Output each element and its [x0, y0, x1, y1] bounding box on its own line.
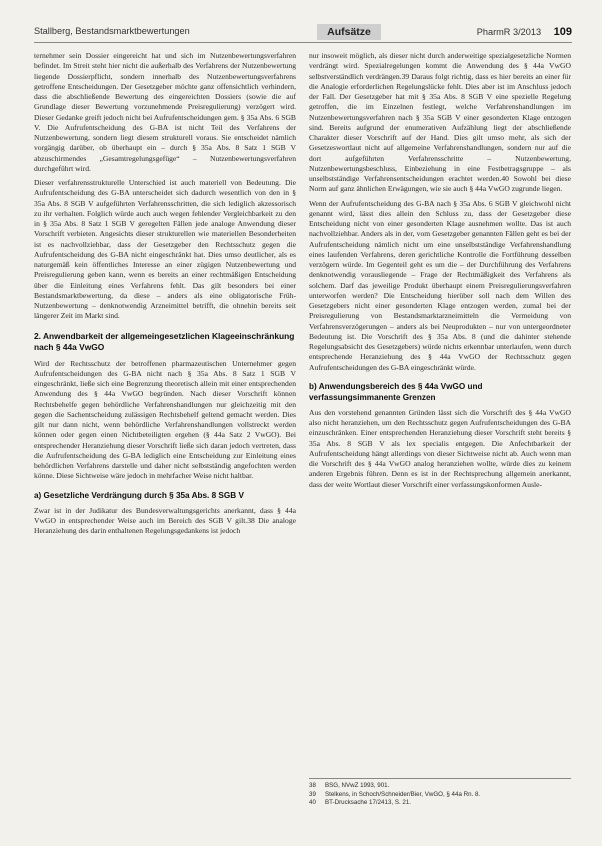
left-column: [34, 51, 296, 540]
journal-issue: PharmR 3/2013: [476, 27, 542, 37]
page-number: 109: [553, 26, 572, 38]
footnote: [309, 782, 571, 791]
header-rule: [34, 42, 572, 43]
paragraph: Wird der Rechtsschutz der betroffenen pharmazeutischen Unternehmer gegen Aufrufentscheidungen des G-BA nicht nach § 35a Abs. 8 Satz 1 SGB V eingeschränkt, ließe sich eine Begrenzung theoretisch allein mit einer entsprechenden Anwendung des § 44a VwGO begründen. Nach dieser Vorschrift können Rechtsbehelfe gegen behördliche Verfahrenshandlungen nur gleichzeitig mit den gegen die Sachentscheidung zulässigen Rechtsbehelf geltend gemacht werden. Dies gilt nur dann nicht, wenn behördliche Verfahrenshandlungen vollstreckt werden können oder gegen einen Nichtbeteiligten ergehen (§ 44a Satz 2 VwGO). Bei entsprechender Heranziehung dieser Vorschrift ließe sich daran jedoch vertreten, dass die Aufrufentscheidung des G-BA lediglich eine Entscheidung zur Einleitung eines behördlichen Verfahrens darstelle und daher nicht selbstständig angefochten werden könne. Diese Sichtweise wäre jedoch in mehrfacher Weise nicht haltbar.: [34, 358, 296, 481]
journal-info: [477, 26, 572, 38]
paragraph: Wenn der Aufrufentscheidung des G-BA nach § 35a Abs. 6 SGB V gleichwohl nicht genannt wird, lässt dies allein den Schluss zu, dass der Gesetzgeber diese Entscheidung nicht von einer gesonderten Klage ausnehmen wollte. Das ist auch nachvollziehbar. Anders als in der, vom Gesetzgeber genannten Fällen geht es bei der Aufrufentscheidung nämlich nicht um eine unselbstständige Verfahrenshandlung eines laufenden Verfahrens, deren gerichtliche Kontrolle die Fortführung desselben verzögern würde. Im Gegenteil geht es um die – der Durchführung des Verfahrens denknotwendig vorausliegende – Frage der Rechtmäßigkeit des Verfahrens als solchem. Darf das jeweilige Produkt überhaupt einem Preisregulierungsverfahren unterworfen werden? Die Entscheidung hierüber soll nach dem Willen des Gesetzgebers nicht einer gesonderten Klage entzogen werden, zumal bei der Preisregulierung von Bestandsmarktarzneimitteln die Vermeidung von Verfahrensverzögerungen – anders als bei Neuprodukten – nur von untergeordneter Bedeutung ist. Die Vorschrift des § 35a Abs. 8 (und die dahinter stehende Regelungsabsicht des Gesetzgebers) würde nichts erkennbar unterlaufen, wenn durch entsprechende Heranziehung des § 44a VwGO der Rechtsschutz gegen Aufrufentscheidungen des G-BA eingeschränkt würde.: [309, 198, 571, 372]
footnote-number: 38: [309, 782, 316, 789]
right-column: [309, 51, 571, 494]
footnote-number: 39: [309, 790, 316, 798]
page-header: [34, 24, 572, 40]
subsection-heading: b) Anwendungsbereich des § 44a VwGO und verfassungsimmanente Grenzen: [309, 381, 483, 402]
footnote: [309, 799, 571, 808]
paragraph: Dieser verfahrensstrukturelle Unterschied ist auch materiell von Bedeutung. Die Aufrufentscheidung des G-BA unterscheidet sich dadurch wesentlich von den in § 35a Abs. 8 SGB V aufgeführten Verfahrensschritten, die sich lediglich akzessorisch zu ihr verhalten. Folglich würde auch auch wegen fehlender Vergleichbarkeit zu den in § 35a Abs. 8 Satz 1 SGB V geregelten Fällen jede analoge Anwendung dieser Vorschrift verbieten. Angesichts dieser strukturellen wie materiellen Besonderheiten ist es nachvollziehbar, dass der Gesetzgeber den Rechtsschutz gegen die Aufrufentscheidung des G-BA nicht eingeschränkt hat. Dies umso deutlicher, als es naturgemäß kein öffentliches Interesse an einer zügigen Nutzenbewertung und Preisregulierung geben kann, wenn es bereits an einer rechtmäßigen Entscheidung über die Einleitung eines Verfahrens fehlt. Das gilt besonders bei einer Bestandsmarktbewertung, da diese – anders als eine obligatorische Früh-Nutzenbewertung – denknotwendig Arzneimittel betrifft, die ohnehin bereits seit längerer Zeit im Markt sind.: [34, 178, 296, 321]
footnote-text: BT-Drucksache 17/2413, S. 21.: [325, 799, 411, 807]
footnote-text: Stelkens, in Schoch/Schneider/Bier, VwGO, § 44a Rn. 8.: [325, 790, 481, 798]
section-heading: 2. Anwendbarkeit der allgemeingesetzlichen Klageeinschränkung nach § 44a VwGO: [34, 330, 295, 352]
subsection-heading: a) Gesetzliche Verdrängung durch § 35a Abs. 8 SGB V: [34, 490, 244, 500]
footnote-number: 40: [309, 799, 316, 807]
footnotes: [309, 778, 571, 808]
paragraph: Aus den vorstehend genannten Gründen lässt sich die Vorschrift des § 44a VwGO also nicht heranziehen, um den Rechtsschutz gegen Aufrufentscheidungen des G-BA einzuschränken. Einer entsprechenden Heranziehung dieser Vorschrift steht bereits § 35a Abs. 8 SGB V als lex specialis entgegen. Die Anfechtbarkeit der Aufrufentscheidung hängt allerdings von dieser Sichtweise nicht ab. Auch wenn man die Vorschrift des § 44a VwGO analog heranziehen wollte, würde dies zu keinem anderen Ergebnis führen. Denn es ist in der Rechtsprechung allgemein anerkannt, dass der weite Wortlaut dieser Vorschrift einer verfassungskonformen Ausle-: [309, 407, 571, 489]
running-title: Stallberg, Bestandsmarktbewertungen: [34, 26, 190, 36]
paragraph: Zwar ist in der Judikatur des Bundesverwaltungsgerichts anerkannt, dass § 44a VwGO in entsprechender Weise auch im Bereich des SGB V gilt.38 Die analoge Heranziehung des darin enthaltenen Regelungsgedankens ist jedoch: [34, 505, 296, 535]
paragraph: ternehmer sein Dossier eingereicht hat und sich im Nutzenbewertungsverfahren befindet. Im Streit steht hier nicht die außerhalb des Verfahrens der Nutzenbewertung liegende Dossierpflicht, sondern innerhalb des Nutzenbewertungsverfahrens getroffene Entscheidungen. Der Gesetzgeber möchte ganz offensichtlich verhindern, dass die abschließende Bewertung des eingereichten Dossiers (sowie die auf Grundlage dieser Bewertung vorzunehmende Preisregulierung) verzögert wird. Dieser Gedanke greift jedoch nicht bei Aufrufentscheidungen gem. § 35a Abs. 6 SGB V. Die Aufrufentscheidung des G-BA ist nicht Teil des Verfahrens der Nutzenbewertung, sondern liegt diesem strukturell voraus. Sie entscheidet nämlich vorgängig darüber, ob überhaupt ein – durch § 35a Abs. 8 Satz 1 SGB V abzuschirmendes „Gesamtregelungsgefüge“ – Nutzenbewertungsverfahren durchgeführt wird.: [34, 51, 296, 173]
paragraph: nur insoweit möglich, als dieser nicht durch anderweitige spezialgesetzliche Normen verdrängt wird. Spezialregelungen kommt die Anwendung des § 44a VwGO selbstverständlich verdrängen.39 Daraus folgt richtig, dass es hier bereits an einer für die Analogie erforderlichen Regelungslücke fehlt. Dies aber ist im Anschluss jedoch der Fall. Der Gesetzgeber hat mit § 35a Abs. 8 SGB V eine spezielle Regelung getroffen, die im Einzelnen festlegt, welche Verfahrenshandlungen im Nutzenbewertungsverfahren nach § 35a SGB V einer gesonderten Klage entzogen sind. Bereits aufgrund der enumerativen Aufzählung liegt der abschließende Charakter dieser Vorschrift auf der Hand. Dies gilt umso mehr, als sich der Gesetzeswortlaut nicht auf allgemeine Verfahrenshandlungen, sondern nur auf die dort aufgeführten Verfahrensschritte – Nutzenbewertung, Nutzenbewertungsbeschluss, Einbeziehung in eine Festbetragsgruppe – als unselbstständige Verfahrensentscheidungen erachtet werden.40 Sowohl bei diese Norm auf ganz ähnlichen Erwägungen, wie sie auch § 44a VwGO zugrunde liegen.: [309, 51, 571, 194]
section-label: Aufsätze: [317, 24, 381, 40]
footnote: [309, 791, 571, 800]
footnote-text: BSG, NVwZ 1993, 901.: [325, 782, 390, 789]
